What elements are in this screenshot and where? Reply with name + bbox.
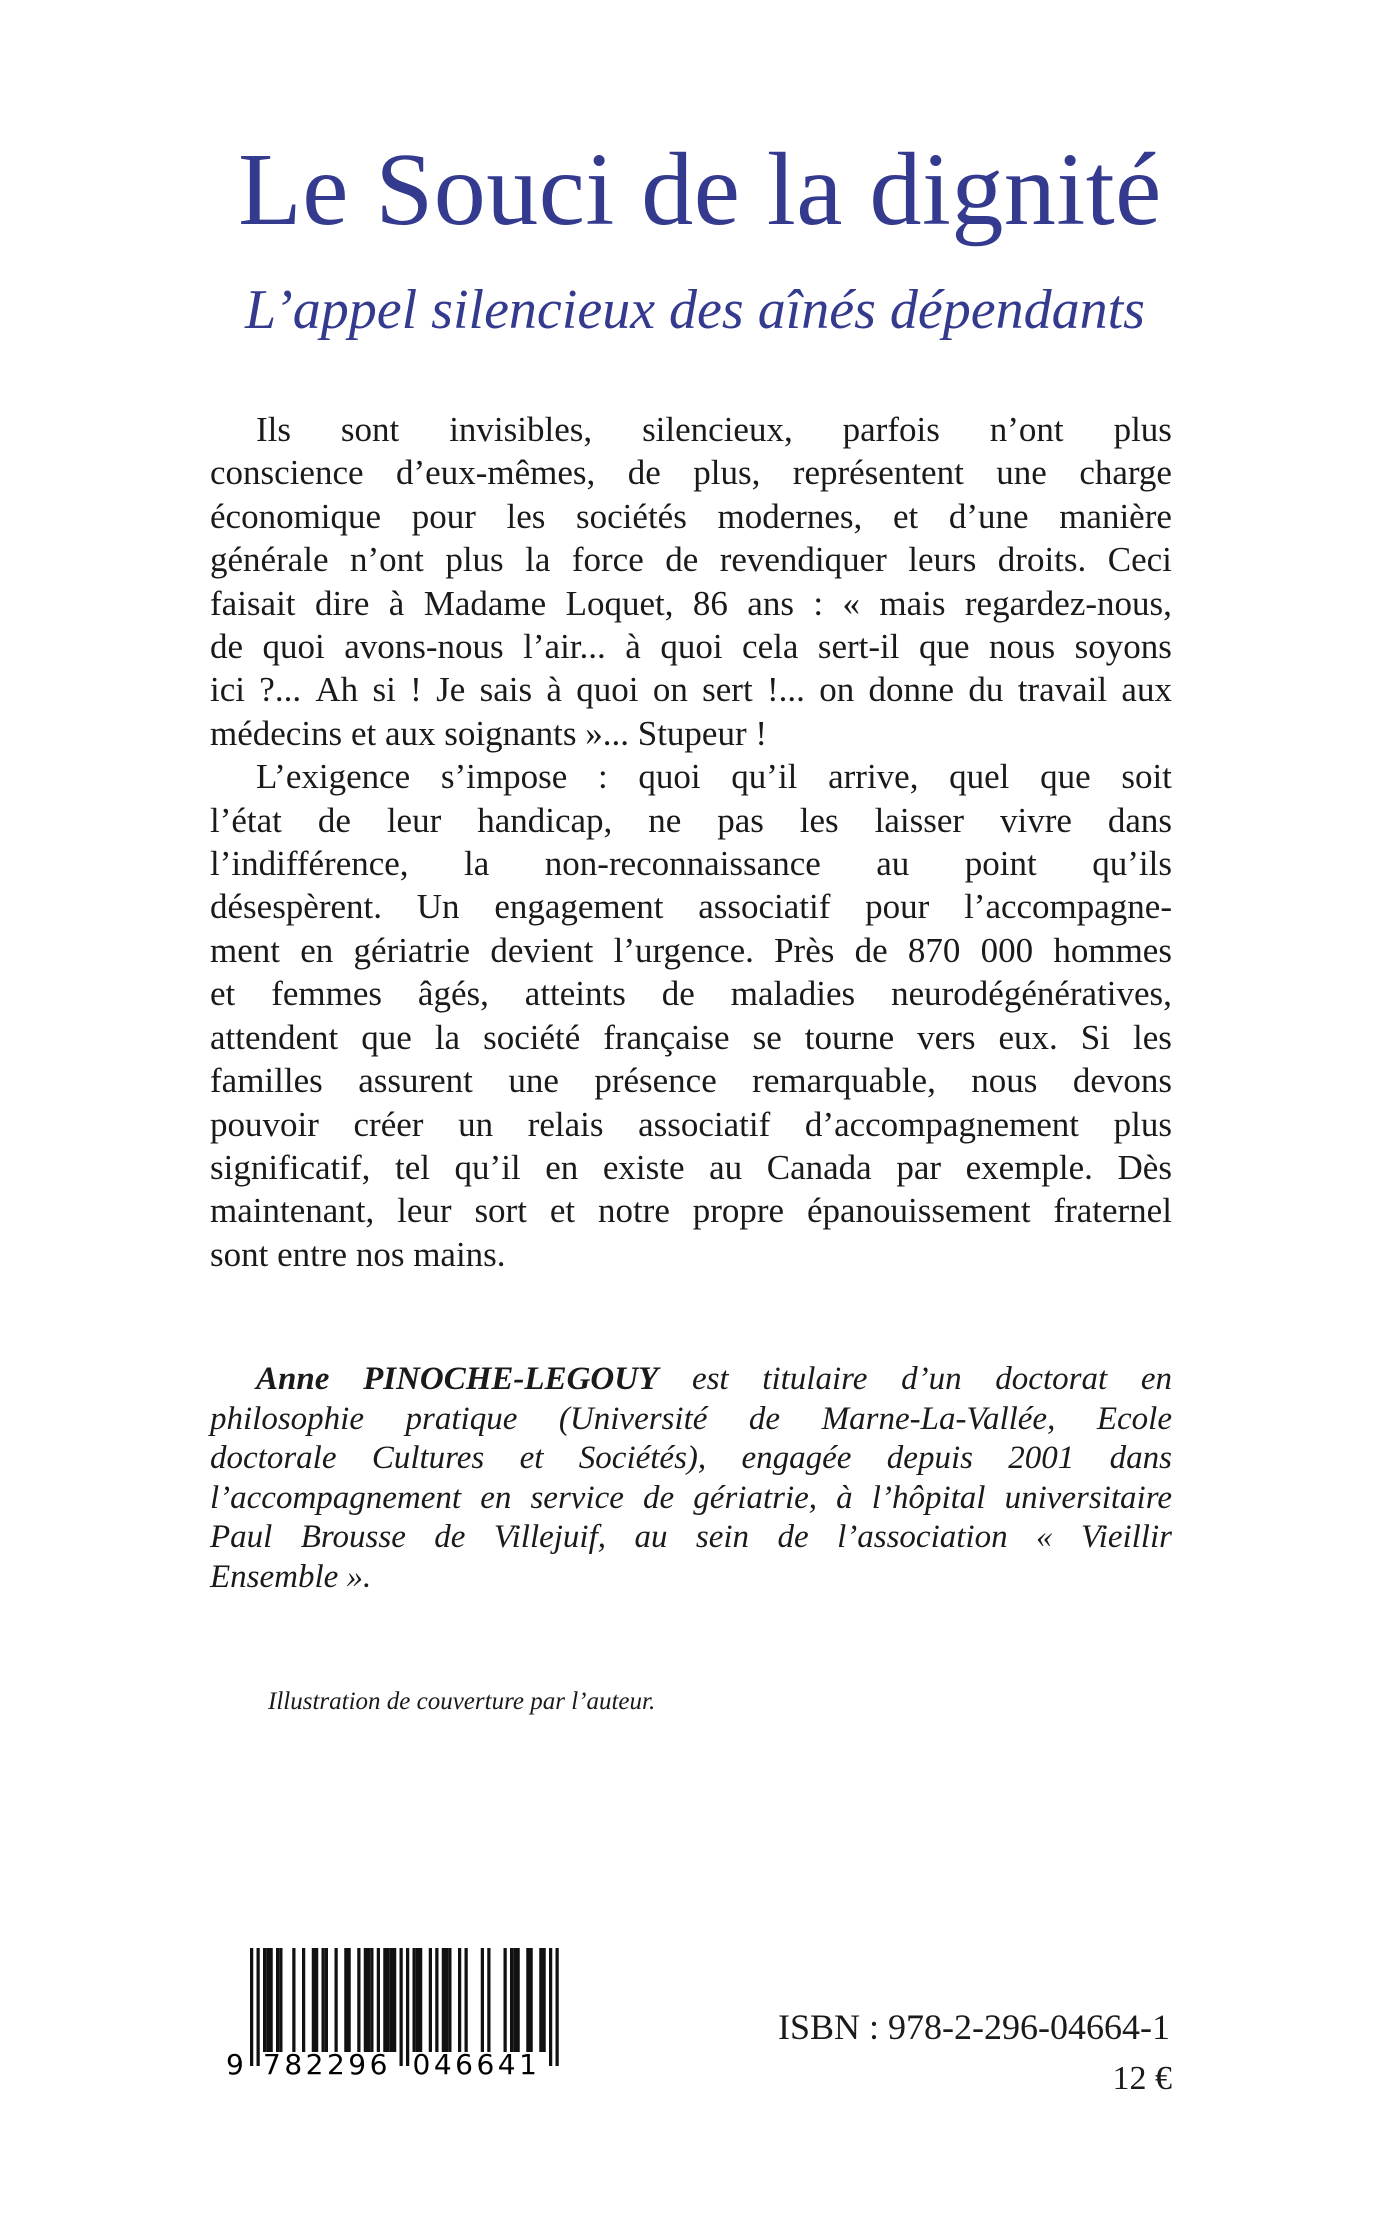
barcode-bar [513,1948,516,2052]
barcode-bar [250,1948,253,2066]
blurb-line: l’état de leur handicap, ne pas les laisser vivre dans [210,800,1172,840]
bio-line: Ensemble ». [210,1558,372,1595]
barcode [226,1946,596,2076]
author-bio [210,1360,1172,1597]
barcode-bar [530,1948,533,2052]
bio-line [210,1360,1172,1400]
bio-text: est titulaire d’un doctorat en [658,1361,1172,1397]
barcode-bar [487,1948,490,2052]
barcode-bar [387,1948,390,2052]
barcode-bar [435,1948,438,2052]
barcode-digits: 9 [226,2048,248,2076]
barcode-digits: 782296 [263,2048,391,2076]
barcode-bar [419,1948,422,2052]
blurb-line: désespèrent. Un engagement associatif pour l’accompagne- [210,887,1172,927]
barcode-bar [263,1948,266,2052]
barcode-bar [367,1948,370,2052]
blurb-line: l’indifférence, la non-reconnaissance au point qu’ils [210,844,1172,884]
barcode-bar [344,1948,347,2052]
bio-line: Paul Brousse de Villejuif, au sein de l’association « Vieillir [210,1519,1172,1555]
barcode-bar [445,1948,448,2052]
barcode-bar [481,1948,484,2052]
barcode-bar [510,1948,513,2052]
barcode-bar [279,1948,282,2052]
barcode-bar [276,1948,279,2052]
barcode-bar [325,1948,328,2052]
barcode-bar [266,1948,269,2052]
barcode-bar [442,1948,445,2052]
blurb-text [210,408,1172,1276]
barcode-bar [357,1948,360,2052]
barcode-bar [348,1948,351,2052]
barcode-digits: 046641 [412,2048,541,2076]
barcode-bar [465,1948,468,2052]
blurb-line: économique pour les sociétés modernes, et d’une manière [210,496,1172,536]
blurb-line: et femmes âgés, atteints de maladies neurodégénératives, [210,974,1172,1014]
barcode-bar [315,1948,318,2052]
barcode-bar [335,1948,338,2052]
bio-line: philosophie pratique (Université de Marne-La-Vallée, Ecole [210,1400,1172,1437]
barcode-bar [543,1948,546,2052]
blurb-line: conscience d’eux-mêmes, de plus, représentent une charge [210,453,1172,493]
barcode-bar [416,1948,419,2052]
blurb-line: Ils sont invisibles, silencieux, parfois n’ont plus [256,410,1172,449]
barcode-bar [448,1948,451,2052]
barcode-bar [504,1948,507,2052]
blurb-line: faisait dire à Madame Loquet, 86 ans : « mais regardez-nous, [210,583,1172,623]
barcode-bar [539,1948,542,2052]
barcode-bar [429,1948,432,2052]
blurb-line: maintenant, leur sort et notre propre épanouissement fraternel [210,1191,1172,1231]
barcode-bar [383,1948,386,2052]
barcode-bar [377,1948,380,2052]
blurb-line: médecins et aux soignants »... Stupeur ! [210,713,768,753]
barcode-bar [370,1948,373,2052]
blurb-line: ment en gériatrie devient l’urgence. Près de 870 000 hommes [210,930,1172,970]
blurb-line: pouvoir créer un relais associatif d’accompagnement plus [210,1104,1172,1144]
barcode-bar [517,1948,520,2052]
barcode-bar [292,1948,295,2052]
blurb-line: ici ?... Ah si ! Je sais à quoi on sert !... on donne du travail aux [210,670,1172,710]
blurb-line: générale n’ont plus la force de revendiquer leurs droits. Ceci [210,540,1172,580]
barcode-bar [312,1948,315,2052]
barcode-bar [526,1948,529,2052]
isbn: ISBN : 978-2-296-04664-1 [778,2007,1170,2047]
illustration-credit: Illustration de couverture par l’auteur. [268,1688,656,1715]
bio-line: l’accompagnement en service de gériatrie, à l’hôpital universitaire [210,1479,1172,1516]
barcode-bar [270,1948,273,2052]
bio-line: doctorale Cultures et Sociétés), engagée depuis 2001 dans [210,1440,1172,1476]
barcode-bar [549,1948,552,2066]
price: 12 € [1112,2060,1172,2097]
book-title: Le Souci de la dignité [238,132,1162,247]
barcode-bar [257,1948,260,2066]
barcode-bar [556,1948,559,2066]
barcode-bar [302,1948,305,2052]
blurb-line: sont entre nos mains. [210,1234,506,1274]
author-name: Anne PINOCHE-LEGOUY [256,1361,659,1397]
blurb-line: attendent que la société française se tourne vers eux. Si les [210,1017,1172,1057]
barcode-bar [364,1948,367,2052]
barcode-bar [393,1948,396,2052]
blurb-line: significatif, tel qu’il en existe au Canada par exemple. Dès [210,1147,1172,1187]
blurb-line: familles assurent une présence remarquable, nous devons [210,1061,1172,1101]
barcode-bar [413,1948,416,2052]
blurb-line: L’exigence s’impose : quoi qu’il arrive, quel que soit [256,757,1172,797]
barcode-bar [406,1948,409,2066]
barcode-bar [390,1948,393,2052]
book-subtitle: L’appel silencieux des aînés dépendants [245,279,1145,341]
barcode-bar [458,1948,461,2052]
barcode-bar [400,1948,403,2066]
barcode-bar [322,1948,325,2052]
blurb-line: de quoi avons-nous l’air... à quoi cela sert-il que nous soyons [210,627,1172,667]
